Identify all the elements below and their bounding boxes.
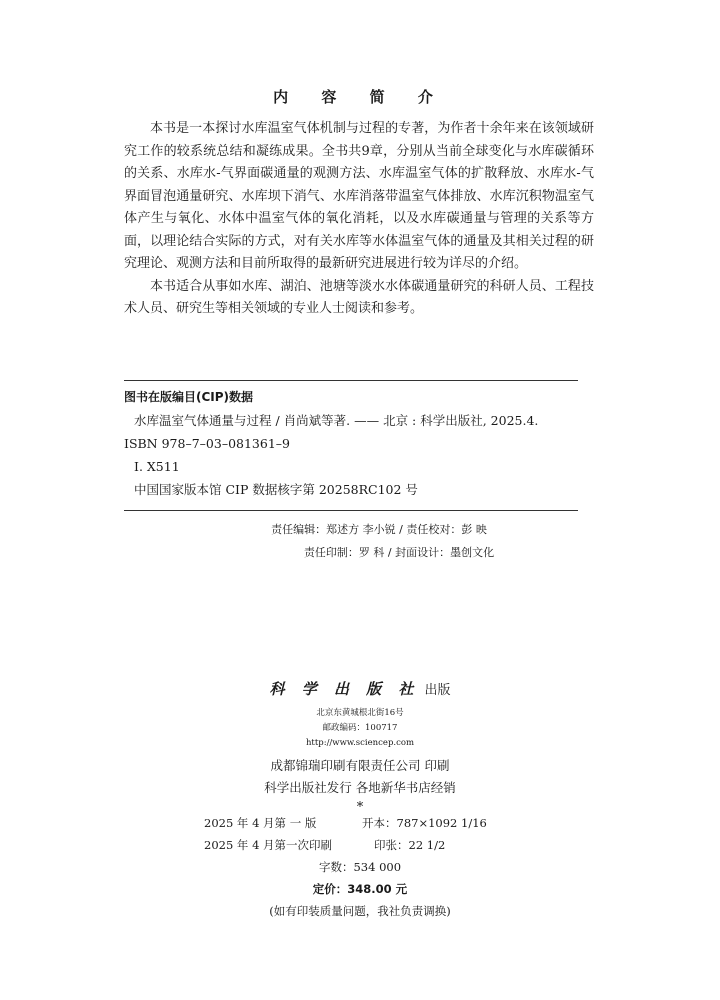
cip-title-line: 水库温室气体通量与过程 / 肖尚斌等著. —— 北京 : 科学出版社, 2025.4. xyxy=(134,413,539,428)
distribution-line: 科学出版社发行 各地新华书店经销 xyxy=(264,780,456,795)
cip-isbn: ISBN 978–7–03–081361–9 xyxy=(124,436,290,451)
publisher-suffix: 出版 xyxy=(424,683,451,698)
page-title: 内 容 简 介 xyxy=(273,88,447,106)
cip-heading: 图书在版编目(CIP)数据 xyxy=(124,390,254,404)
word-count: 字数：534 000 xyxy=(318,860,402,874)
edition-text: 2025 年 4 月第 一 版 xyxy=(204,816,317,830)
publisher-url: http://www.sciencep.com xyxy=(305,738,415,748)
publisher-address: 北京东黄城根北街16号 xyxy=(316,708,404,718)
quality-notice: (如有印装质量问题，我社负责调换) xyxy=(269,904,451,918)
summary-paragraph-2: 本书适合从事如水库、湖泊、池塘等淡水水体碳通量研究的科研人员、工程技术人员、研究生等相关领域的专业人士阅读和参考。 xyxy=(124,278,594,316)
printing-text: 2025 年 4 月第一次印刷 xyxy=(204,838,333,852)
cip-bottom-divider xyxy=(124,510,578,511)
sheets-text: 印张：22 1/2 xyxy=(374,838,446,852)
credits-editors: 责任编辑：郑述方 李小锐 / 责任校对：彭 映 xyxy=(271,523,487,536)
summary-section xyxy=(124,118,594,321)
cip-record-number: 中国国家版本馆 CIP 数据核字第 20258RC102 号 xyxy=(134,482,418,497)
price-text: 定价：348.00 元 xyxy=(312,882,408,896)
cip-classification: Ⅰ. X511 xyxy=(134,459,180,474)
cip-block xyxy=(124,386,594,501)
printer-line: 成都锦瑞印刷有限责任公司 印刷 xyxy=(270,758,450,773)
publisher-postcode: 邮政编码：100717 xyxy=(322,723,398,733)
summary-paragraph-1: 本书是一本探讨水库温室气体机制与过程的专著，为作者十余年来在该领域研究工作的较系统总结和凝练成果。全书共9章，分别从当前全球变化与水库碳循环的关系、水库水-气界面碳通量的观测方法、水库温室气体的扩散释放、水库水-气界面冒泡通量研究、水库坝下消气、水库消落带温室气体排放、水库沉积物温室气体产生与氧化、水体中温室气体的氧化消耗，以及水库碳通量与管理的关系等方面，以理论结合实际的方式，对有关水库等水体温室气体的通量及其相关过程的研究理论、观测方法和目前所取得的最新研究进展进行较为详尽的介绍。 xyxy=(124,121,594,271)
publisher-logo-text: 科 学 出 版 社 xyxy=(269,680,420,698)
credits-production: 责任印制：罗 科 / 封面设计：墨创文化 xyxy=(303,546,495,559)
format-text: 开本：787×1092 1/16 xyxy=(362,816,487,830)
specs-block xyxy=(0,812,720,922)
separator-star: * xyxy=(356,800,364,815)
cip-top-divider xyxy=(124,380,578,381)
credits-block xyxy=(124,518,594,564)
publisher-block xyxy=(0,678,720,817)
